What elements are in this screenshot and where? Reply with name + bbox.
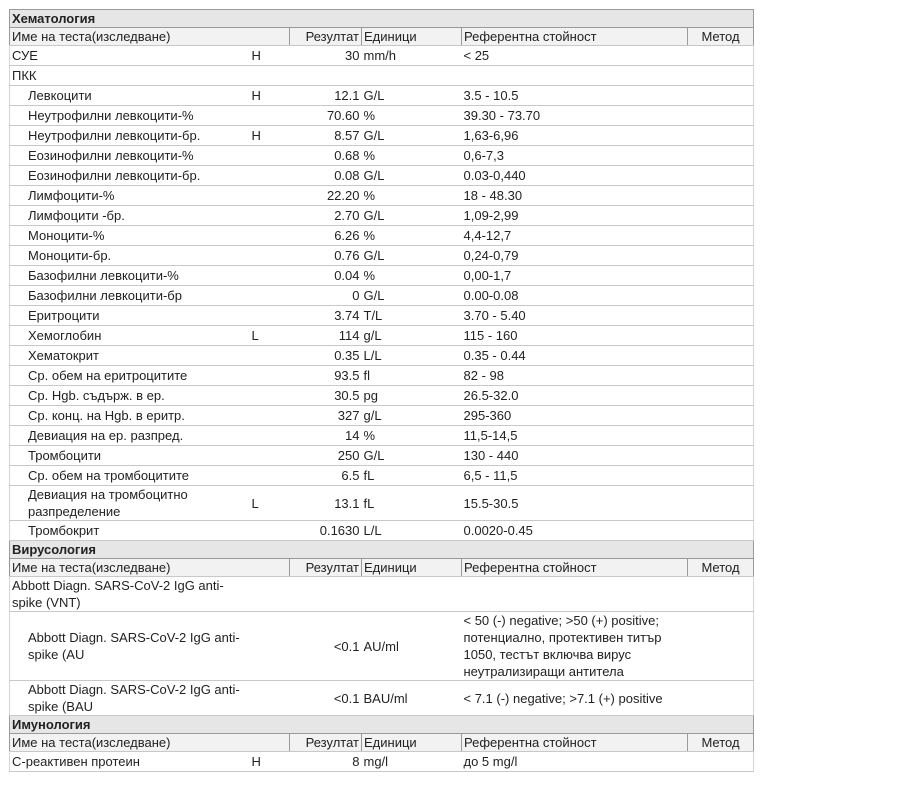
result-value: 93.5 [290, 366, 362, 386]
result-value: 13.1 [290, 486, 362, 521]
table-row [10, 612, 754, 681]
section-title: Имунология [10, 716, 754, 734]
result-flag [250, 346, 290, 366]
result-units [362, 577, 462, 612]
table-row [10, 46, 754, 66]
table-row [10, 752, 754, 772]
result-units: fL [362, 466, 462, 486]
result-flag [250, 286, 290, 306]
header-result: Резултат [290, 559, 362, 577]
method-cell [688, 406, 754, 426]
result-flag: H [250, 126, 290, 146]
result-units: g/L [362, 326, 462, 346]
reference-range: < 7.1 (-) negative; >7.1 (+) positive [462, 681, 688, 716]
result-units: mm/h [362, 46, 462, 66]
reference-range: 0,00-1,7 [462, 266, 688, 286]
result-units: fL [362, 486, 462, 521]
section-title-row [10, 716, 754, 734]
table-row [10, 186, 754, 206]
reference-range: 0.0020-0.45 [462, 521, 688, 541]
result-flag [250, 266, 290, 286]
result-flag [250, 521, 290, 541]
result-units: BAU/ml [362, 681, 462, 716]
table-row [10, 306, 754, 326]
result-units: % [362, 426, 462, 446]
result-units: T/L [362, 306, 462, 326]
lab-report [9, 9, 753, 772]
test-name: Моноцити-% [10, 226, 250, 246]
result-value: 30 [290, 46, 362, 66]
result-flag [250, 166, 290, 186]
test-name: Еозинофилни левкоцити-бр. [10, 166, 250, 186]
reference-range: 0,24-0,79 [462, 246, 688, 266]
reference-range: 0,6-7,3 [462, 146, 688, 166]
reference-range: 0.35 - 0.44 [462, 346, 688, 366]
reference-range [462, 66, 688, 86]
method-cell [688, 306, 754, 326]
method-cell [688, 206, 754, 226]
result-units: g/L [362, 406, 462, 426]
result-units: mg/l [362, 752, 462, 772]
result-value: 3.74 [290, 306, 362, 326]
test-name: Лимфоцити -бр. [10, 206, 250, 226]
test-name: Ср. обем на еритроцитите [10, 366, 250, 386]
table-row [10, 346, 754, 366]
header-reference: Референтна стойност [462, 559, 688, 577]
table-row [10, 446, 754, 466]
table-row [10, 86, 754, 106]
reference-range [462, 577, 688, 612]
reference-range: 130 - 440 [462, 446, 688, 466]
test-name: Хемоглобин [10, 326, 250, 346]
result-flag: L [250, 326, 290, 346]
result-units: G/L [362, 126, 462, 146]
result-flag [250, 146, 290, 166]
header-method: Метод [688, 559, 754, 577]
result-value: 6.5 [290, 466, 362, 486]
reference-range: 82 - 98 [462, 366, 688, 386]
test-name: Тромбокрит [10, 521, 250, 541]
result-value: <0.1 [290, 612, 362, 681]
method-cell [688, 246, 754, 266]
method-cell [688, 366, 754, 386]
test-name: Хематокрит [10, 346, 250, 366]
result-units: L/L [362, 521, 462, 541]
result-value: 70.60 [290, 106, 362, 126]
result-value: 0.35 [290, 346, 362, 366]
table-row [10, 66, 754, 86]
test-name: Левкоцити [10, 86, 250, 106]
reference-range: 0.00-0.08 [462, 286, 688, 306]
method-cell [688, 386, 754, 406]
test-name: Неутрофилни левкоцити-% [10, 106, 250, 126]
result-value: 2.70 [290, 206, 362, 226]
table-row [10, 106, 754, 126]
result-units: % [362, 106, 462, 126]
table-row [10, 166, 754, 186]
result-units: % [362, 146, 462, 166]
result-units: G/L [362, 86, 462, 106]
table-row [10, 486, 754, 521]
table-row [10, 681, 754, 716]
column-header-row [10, 28, 754, 46]
test-name: Abbott Diagn. SARS-CoV-2 IgG anti-spike (VNT) [10, 577, 250, 612]
test-name: Ср. обем на тромбоцитите [10, 466, 250, 486]
result-units: % [362, 226, 462, 246]
result-flag [250, 186, 290, 206]
section-title-row [10, 541, 754, 559]
result-value: 0.04 [290, 266, 362, 286]
result-units: % [362, 186, 462, 206]
result-flag [250, 246, 290, 266]
result-value: 0 [290, 286, 362, 306]
result-flag [250, 426, 290, 446]
result-value: 12.1 [290, 86, 362, 106]
method-cell [688, 486, 754, 521]
test-name: СУЕ [10, 46, 250, 66]
result-flag [250, 577, 290, 612]
test-name: Девиация на ер. разпред. [10, 426, 250, 446]
test-name: Тромбоцити [10, 446, 250, 466]
reference-range: 15.5-30.5 [462, 486, 688, 521]
section-title-row [10, 10, 754, 28]
reference-range: 0.03-0,440 [462, 166, 688, 186]
result-value: 30.5 [290, 386, 362, 406]
test-name: Неутрофилни левкоцити-бр. [10, 126, 250, 146]
method-cell [688, 126, 754, 146]
result-value: 114 [290, 326, 362, 346]
result-value: 14 [290, 426, 362, 446]
header-test-name: Име на теста(изследване) [10, 559, 290, 577]
result-flag [250, 206, 290, 226]
result-value: 6.26 [290, 226, 362, 246]
table-row [10, 406, 754, 426]
method-cell [688, 446, 754, 466]
test-name: Abbott Diagn. SARS-CoV-2 IgG anti-spike (BAU [10, 681, 250, 716]
reference-range: < 25 [462, 46, 688, 66]
result-value: <0.1 [290, 681, 362, 716]
header-units: Единици [362, 559, 462, 577]
result-units: AU/ml [362, 612, 462, 681]
table-row [10, 577, 754, 612]
result-value [290, 66, 362, 86]
header-result: Резултат [290, 28, 362, 46]
table-row [10, 126, 754, 146]
result-value: 8 [290, 752, 362, 772]
result-units: G/L [362, 206, 462, 226]
test-name: Еозинофилни левкоцити-% [10, 146, 250, 166]
reference-range: 4,4-12,7 [462, 226, 688, 246]
method-cell [688, 426, 754, 446]
test-name: Ср. конц. на Hgb. в еритр. [10, 406, 250, 426]
section-title: Вирусология [10, 541, 754, 559]
column-header-row [10, 734, 754, 752]
result-flag [250, 406, 290, 426]
result-flag [250, 386, 290, 406]
header-reference: Референтна стойност [462, 28, 688, 46]
result-value: 8.57 [290, 126, 362, 146]
reference-range: 1,09-2,99 [462, 206, 688, 226]
reference-range: 6,5 - 11,5 [462, 466, 688, 486]
result-units: pg [362, 386, 462, 406]
test-name: Базофилни левкоцити-% [10, 266, 250, 286]
table-row [10, 326, 754, 346]
result-units: G/L [362, 446, 462, 466]
reference-range: 1,63-6,96 [462, 126, 688, 146]
header-reference: Референтна стойност [462, 734, 688, 752]
method-cell [688, 466, 754, 486]
method-cell [688, 286, 754, 306]
reference-range: до 5 mg/l [462, 752, 688, 772]
test-name: Девиация на тромбоцитно разпределение [10, 486, 250, 521]
test-name: Моноцити-бр. [10, 246, 250, 266]
result-units: G/L [362, 286, 462, 306]
result-units: G/L [362, 166, 462, 186]
result-units: L/L [362, 346, 462, 366]
method-cell [688, 226, 754, 246]
result-flag [250, 106, 290, 126]
result-flag [250, 66, 290, 86]
table-row [10, 366, 754, 386]
test-name: Еритроцити [10, 306, 250, 326]
result-flag [250, 681, 290, 716]
result-flag [250, 466, 290, 486]
reference-range: < 50 (-) negative; >50 (+) positive; потенциално, протективен титър 1050, тестът включва вирус неутрализиращи антитела [462, 612, 688, 681]
result-value: 250 [290, 446, 362, 466]
method-cell [688, 266, 754, 286]
method-cell [688, 86, 754, 106]
table-row [10, 521, 754, 541]
table-row [10, 426, 754, 446]
method-cell [688, 612, 754, 681]
method-cell [688, 106, 754, 126]
result-value: 22.20 [290, 186, 362, 206]
header-units: Единици [362, 28, 462, 46]
result-units: % [362, 266, 462, 286]
reference-range: 18 - 48.30 [462, 186, 688, 206]
test-name: Лимфоцити-% [10, 186, 250, 206]
reference-range: 295-360 [462, 406, 688, 426]
table-row [10, 266, 754, 286]
test-name: Базофилни левкоцити-бр [10, 286, 250, 306]
reference-range: 115 - 160 [462, 326, 688, 346]
method-cell [688, 752, 754, 772]
header-test-name: Име на теста(изследване) [10, 28, 290, 46]
result-value: 0.1630 [290, 521, 362, 541]
result-value [290, 577, 362, 612]
table-row [10, 466, 754, 486]
method-cell [688, 681, 754, 716]
header-test-name: Име на теста(изследване) [10, 734, 290, 752]
result-value: 0.08 [290, 166, 362, 186]
result-flag [250, 446, 290, 466]
section-title: Хематология [10, 10, 754, 28]
header-units: Единици [362, 734, 462, 752]
result-value: 327 [290, 406, 362, 426]
header-method: Метод [688, 734, 754, 752]
table-row [10, 246, 754, 266]
table-row [10, 386, 754, 406]
result-flag: H [250, 46, 290, 66]
result-flag [250, 612, 290, 681]
method-cell [688, 146, 754, 166]
lab-results-table [9, 9, 754, 772]
reference-range: 39.30 - 73.70 [462, 106, 688, 126]
result-flag [250, 226, 290, 246]
method-cell [688, 66, 754, 86]
method-cell [688, 521, 754, 541]
test-name: Ср. Hgb. съдърж. в ер. [10, 386, 250, 406]
table-row [10, 226, 754, 246]
result-units: G/L [362, 246, 462, 266]
reference-range: 26.5-32.0 [462, 386, 688, 406]
method-cell [688, 186, 754, 206]
method-cell [688, 46, 754, 66]
result-flag: L [250, 486, 290, 521]
result-value: 0.68 [290, 146, 362, 166]
column-header-row [10, 559, 754, 577]
reference-range: 11,5-14,5 [462, 426, 688, 446]
method-cell [688, 166, 754, 186]
method-cell [688, 326, 754, 346]
result-units: fl [362, 366, 462, 386]
method-cell [688, 577, 754, 612]
result-flag [250, 306, 290, 326]
result-units [362, 66, 462, 86]
table-row [10, 206, 754, 226]
result-flag: H [250, 86, 290, 106]
reference-range: 3.70 - 5.40 [462, 306, 688, 326]
header-result: Резултат [290, 734, 362, 752]
header-method: Метод [688, 28, 754, 46]
test-name: Abbott Diagn. SARS-CoV-2 IgG anti-spike (AU [10, 612, 250, 681]
result-flag [250, 366, 290, 386]
table-row [10, 146, 754, 166]
method-cell [688, 346, 754, 366]
reference-range: 3.5 - 10.5 [462, 86, 688, 106]
test-name: ПКК [10, 66, 250, 86]
table-row [10, 286, 754, 306]
result-flag: H [250, 752, 290, 772]
result-value: 0.76 [290, 246, 362, 266]
test-name: С-реактивен протеин [10, 752, 250, 772]
